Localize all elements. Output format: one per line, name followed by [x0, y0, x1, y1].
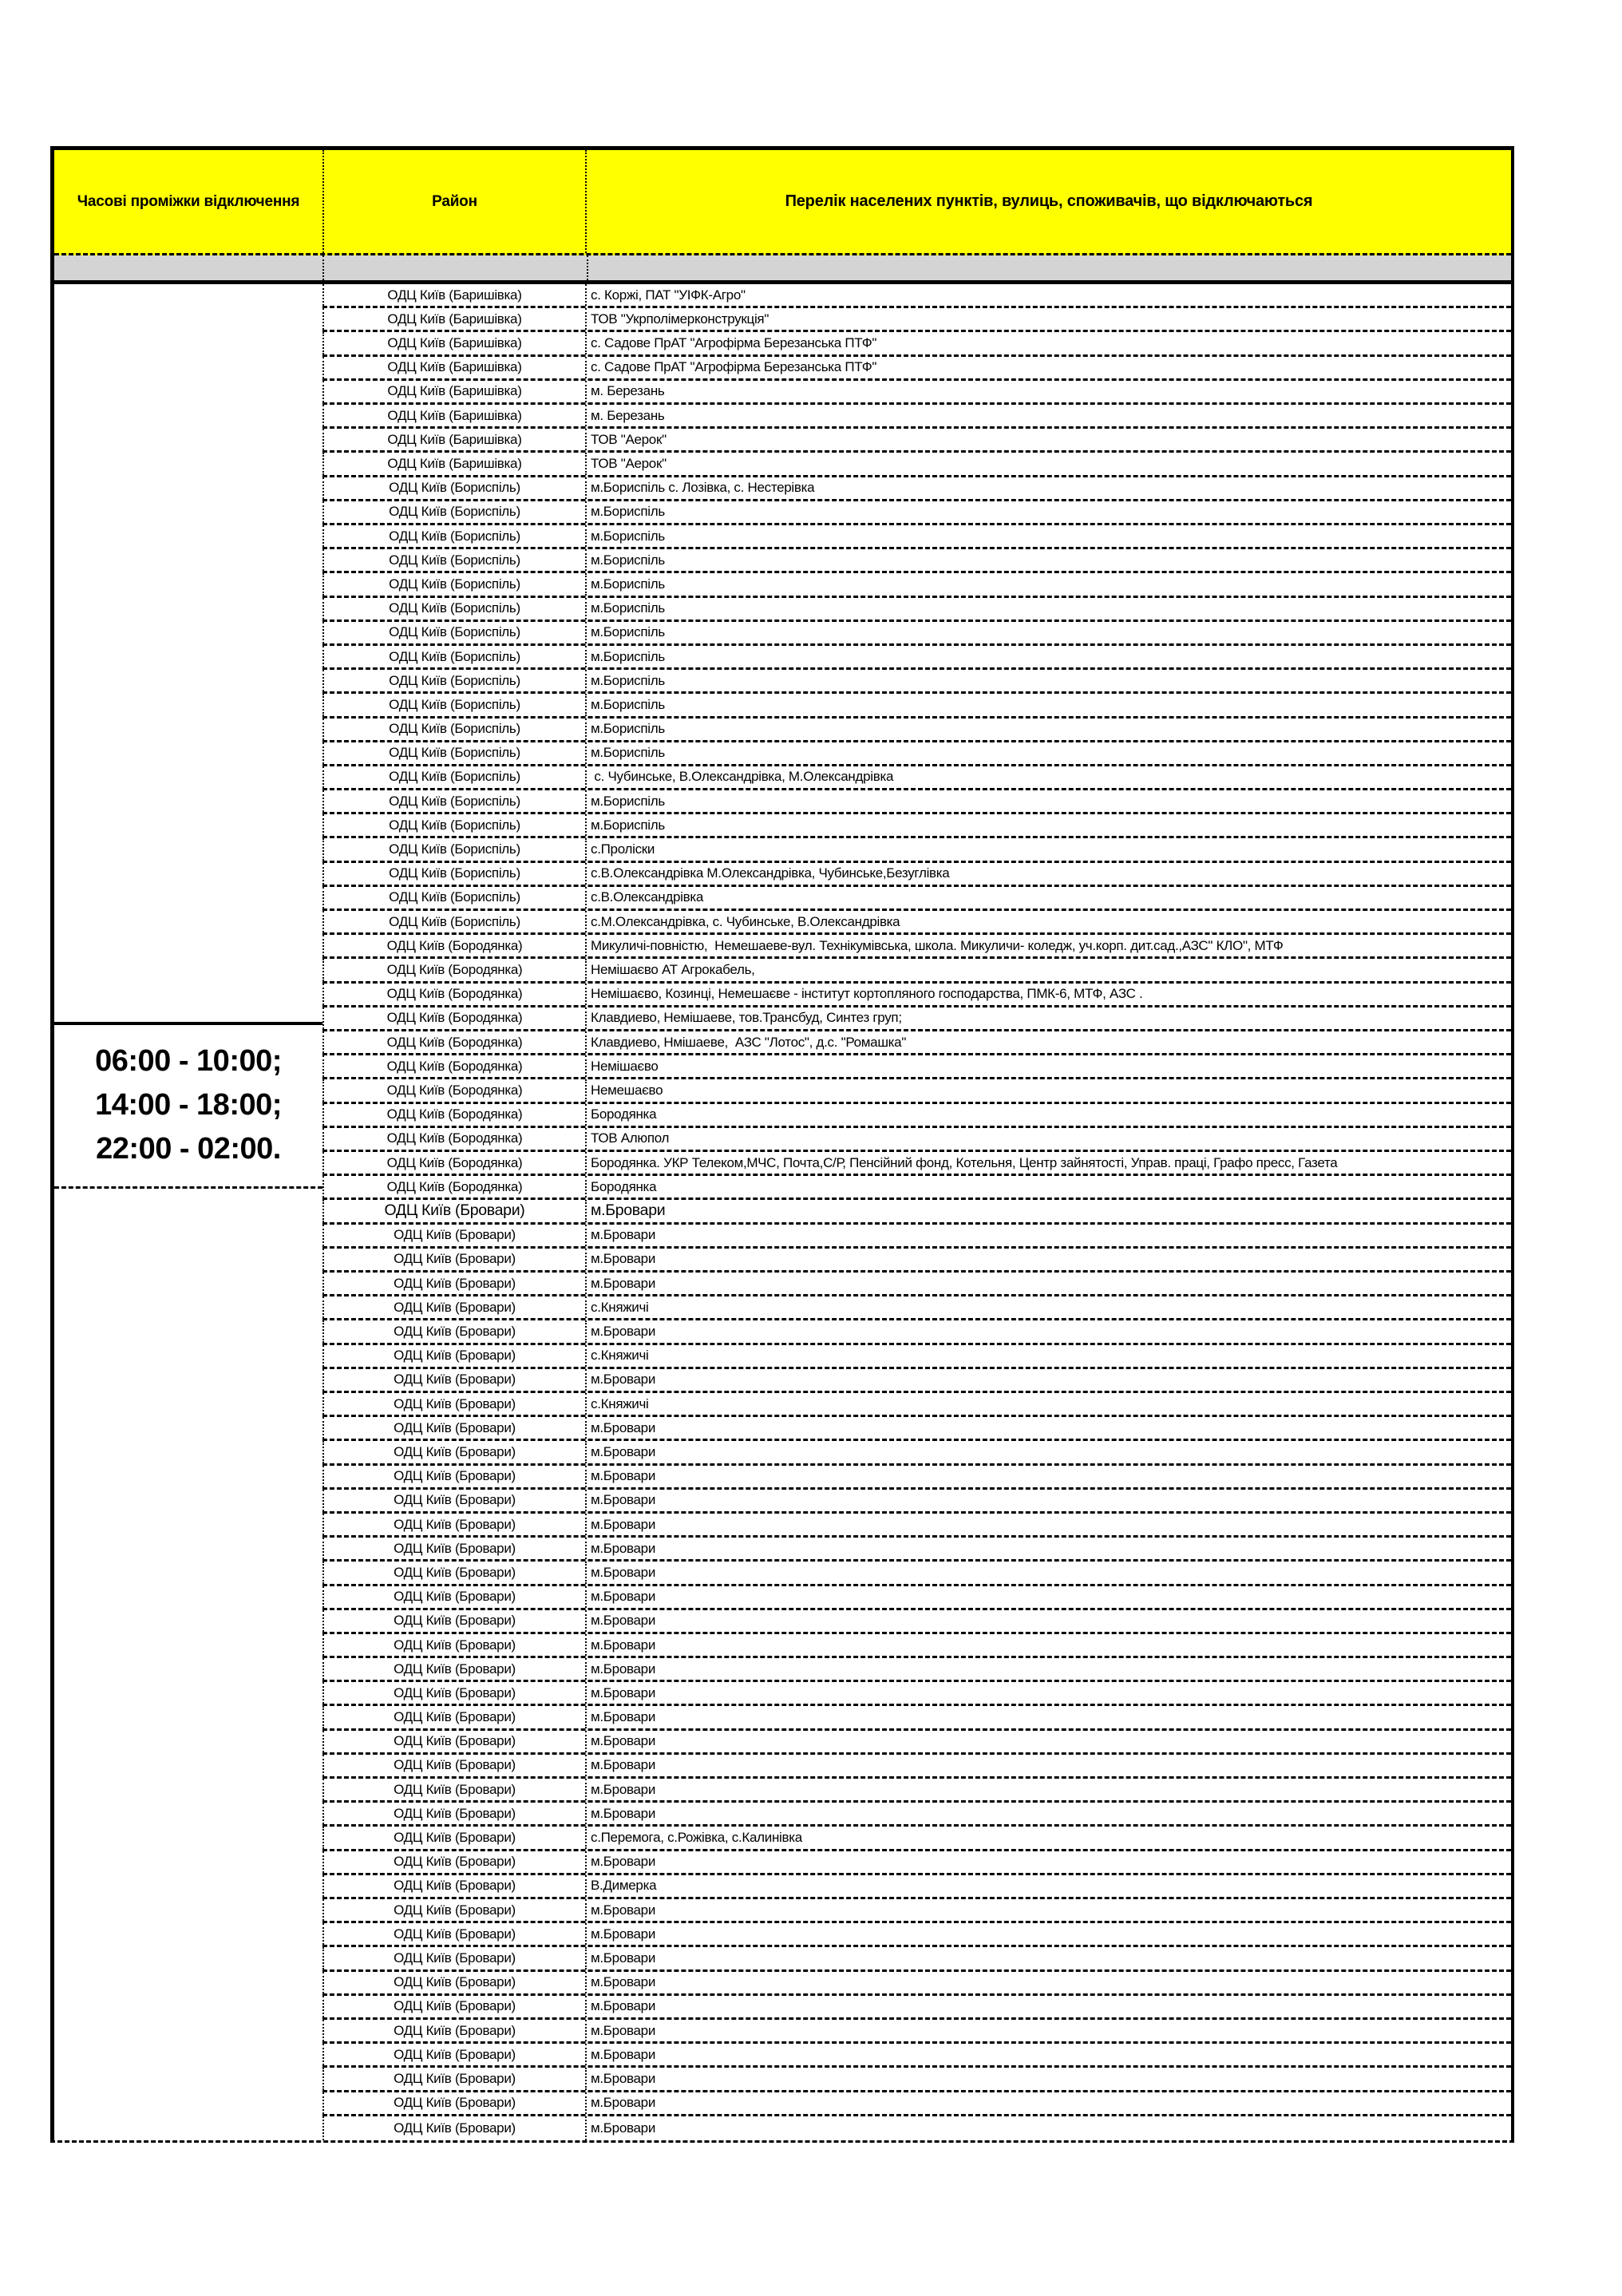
district-cell: ОДЦ Київ (Бородянка): [322, 1031, 585, 1053]
places-cell: м.Бровари: [585, 1514, 1511, 1535]
places-cell: Немішаєво, Козинці, Немешаєве - інститут кортопляного господарства, ПМК-6, МТФ, АЗС .: [585, 984, 1511, 1005]
table-row: [322, 1996, 1511, 2020]
district-cell: ОДЦ Київ (Бровари): [322, 1345, 585, 1367]
district-cell: ОДЦ Київ (Бориспіль): [322, 814, 585, 836]
district-cell: ОДЦ Київ (Бородянка): [322, 1055, 585, 1077]
table-row: [322, 381, 1511, 405]
table-row: [322, 2068, 1511, 2092]
district-cell: ОДЦ Київ (Бровари): [322, 1779, 585, 1800]
places-cell: м.Бровари: [585, 1923, 1511, 1945]
district-cell: ОДЦ Київ (Бровари): [322, 1296, 585, 1318]
district-cell: ОДЦ Київ (Бориспіль): [322, 694, 585, 715]
district-cell: ОДЦ Київ (Бровари): [322, 2116, 585, 2140]
district-cell: ОДЦ Київ (Бориспіль): [322, 598, 585, 620]
places-cell: с. Коржі, ПАТ "УІФК-Агро": [585, 284, 1511, 306]
rows: [322, 284, 1511, 2140]
table-row: [322, 1249, 1511, 1273]
table-row: [322, 622, 1511, 646]
table-row: [322, 1273, 1511, 1296]
places-cell: м.Бровари: [585, 1562, 1511, 1583]
places-cell: м.Бориспіль: [585, 646, 1511, 667]
table-row: [322, 718, 1511, 742]
district-cell: ОДЦ Київ (Баришівка): [322, 284, 585, 306]
time-column: [54, 284, 322, 2140]
places-cell: Бородянка: [585, 1104, 1511, 1126]
table-row: [322, 2116, 1511, 2140]
district-cell: ОДЦ Київ (Бровари): [322, 1562, 585, 1583]
places-cell: м.Бровари: [585, 1320, 1511, 1342]
table-row: [322, 284, 1511, 308]
places-cell: м.Бориспіль: [585, 501, 1511, 523]
district-cell: ОДЦ Київ (Бориспіль): [322, 549, 585, 571]
places-cell: с. Чубинське, В.Олександрівка, М.Олександрівка: [585, 766, 1511, 788]
table-row: [322, 308, 1511, 332]
district-cell: ОДЦ Київ (Бориспіль): [322, 742, 585, 764]
places-cell: Немішаєво АТ Агрокабель,: [585, 959, 1511, 980]
district-cell: ОДЦ Київ (Бородянка): [322, 1152, 585, 1174]
district-cell: ОДЦ Київ (Бровари): [322, 1803, 585, 1824]
places-cell: м.Бровари: [585, 2116, 1511, 2140]
district-cell: ОДЦ Київ (Бориспіль): [322, 573, 585, 595]
places-cell: В.Димерка: [585, 1875, 1511, 1897]
time-interval-line: 14:00 - 18:00;: [95, 1088, 282, 1122]
places-cell: м.Бровари: [585, 1490, 1511, 1511]
district-cell: ОДЦ Київ (Бровари): [322, 1441, 585, 1463]
district-cell: ОДЦ Київ (Бровари): [322, 1514, 585, 1535]
places-cell: Клавдиево, Нмішаеве, АЗС "Лотос", д.с. "Ромашка": [585, 1031, 1511, 1053]
district-cell: ОДЦ Київ (Бровари): [322, 1658, 585, 1680]
time-cell-empty-bottom: [54, 1189, 322, 2140]
district-cell: ОДЦ Київ (Бородянка): [322, 935, 585, 956]
district-cell: ОДЦ Київ (Бровари): [322, 1586, 585, 1608]
district-cell: ОДЦ Київ (Бородянка): [322, 1079, 585, 1101]
places-cell: м.Бровари: [585, 1803, 1511, 1824]
district-cell: ОДЦ Київ (Бориспіль): [322, 501, 585, 523]
places-cell: м.Бровари: [585, 1369, 1511, 1391]
time-interval-line: 06:00 - 10:00;: [95, 1044, 282, 1079]
district-cell: ОДЦ Київ (Бориспіль): [322, 911, 585, 932]
table-row: [322, 1827, 1511, 1851]
places-cell: м.Бориспіль: [585, 670, 1511, 691]
district-cell: ОДЦ Київ (Баришівка): [322, 381, 585, 402]
table-row: [322, 1586, 1511, 1610]
district-cell: ОДЦ Київ (Бровари): [322, 1417, 585, 1439]
places-cell: м.Бровари: [585, 2044, 1511, 2065]
places-cell: м.Бровари: [585, 1249, 1511, 1270]
table-row: [322, 1441, 1511, 1465]
district-cell: ОДЦ Київ (Баришівка): [322, 357, 585, 378]
places-cell: ТОВ "Аерок": [585, 453, 1511, 474]
table-row: [322, 1393, 1511, 1417]
district-cell: ОДЦ Київ (Бровари): [322, 1923, 585, 1945]
district-cell: ОДЦ Київ (Бровари): [322, 1393, 585, 1415]
places-cell: с.Княжичі: [585, 1393, 1511, 1415]
places-cell: м.Бориспіль: [585, 742, 1511, 764]
district-cell: ОДЦ Київ (Баришівка): [322, 308, 585, 330]
table-row: [322, 1152, 1511, 1176]
district-cell: ОДЦ Київ (Баришівка): [322, 332, 585, 354]
table-row: [322, 1345, 1511, 1369]
district-cell: ОДЦ Київ (Бровари): [322, 2068, 585, 2089]
spacer-cell-places: [587, 255, 1511, 280]
district-cell: ОДЦ Київ (Бровари): [322, 1200, 585, 1221]
table-row: [322, 573, 1511, 597]
places-cell: м. Березань: [585, 405, 1511, 426]
table-row: [322, 1755, 1511, 1779]
table-row: [322, 1466, 1511, 1490]
district-cell: ОДЦ Київ (Бровари): [322, 1755, 585, 1776]
table-row: [322, 1923, 1511, 1947]
places-cell: Микуличі-повністю, Немешаеве-вул. Технікумівська, школа. Микуличи- коледж, уч.корп. дит.сад.,АЗС" КЛО", МТФ: [585, 935, 1511, 956]
district-cell: ОДЦ Київ (Бориспіль): [322, 646, 585, 667]
places-cell: м.Бровари: [585, 1899, 1511, 1921]
district-cell: ОДЦ Київ (Бровари): [322, 1466, 585, 1487]
col-header-places: Перелік населених пунктів, вулиць, споживачів, що відключаються: [585, 150, 1511, 253]
places-cell: м.Бровари: [585, 1200, 1511, 1221]
places-cell: м.Бровари: [585, 1851, 1511, 1873]
district-cell: ОДЦ Київ (Бородянка): [322, 984, 585, 1005]
district-cell: ОДЦ Київ (Бородянка): [322, 1128, 585, 1150]
table-row: [322, 1369, 1511, 1393]
places-cell: м.Бровари: [585, 1538, 1511, 1559]
table-row: [322, 1296, 1511, 1320]
table-row: [322, 1634, 1511, 1658]
district-cell: ОДЦ Київ (Бориспіль): [322, 525, 585, 547]
district-cell: ОДЦ Київ (Бориспіль): [322, 863, 585, 885]
places-cell: с. Садове ПрАТ "Агрофірма Березанська ПТФ": [585, 332, 1511, 354]
district-cell: ОДЦ Київ (Бровари): [322, 1827, 585, 1848]
places-cell: м.Бровари: [585, 1610, 1511, 1632]
outage-schedule-table: [50, 146, 1514, 2143]
table-row: [322, 501, 1511, 525]
district-cell: ОДЦ Київ (Баришівка): [322, 453, 585, 474]
places-cell: м.Бориспіль: [585, 790, 1511, 812]
district-cell: ОДЦ Київ (Бориспіль): [322, 622, 585, 643]
places-cell: м.Бровари: [585, 1634, 1511, 1656]
places-cell: Немішаєво: [585, 1055, 1511, 1077]
col-header-time: Часові проміжки відключення: [77, 192, 300, 210]
places-cell: Бородянка. УКР Телеком,МЧС, Почта,С/Р, Пенсійний фонд, Котельня, Центр зайнятості, Управ. праці, Графо пресс, Газета: [585, 1152, 1511, 1174]
places-cell: м.Бровари: [585, 1225, 1511, 1246]
places-cell: м.Бровари: [585, 1779, 1511, 1800]
places-cell: с.В.Олександрівка М.Олександрівка, Чубинське,Безуглівка: [585, 863, 1511, 885]
district-cell: ОДЦ Київ (Бориспіль): [322, 718, 585, 740]
table-row: [322, 984, 1511, 1007]
table-row: [322, 332, 1511, 356]
places-cell: м.Бровари: [585, 1441, 1511, 1463]
table-row: [322, 357, 1511, 381]
district-cell: ОДЦ Київ (Бориспіль): [322, 887, 585, 909]
district-cell: ОДЦ Київ (Бровари): [322, 1490, 585, 1511]
district-cell: ОДЦ Київ (Бровари): [322, 1634, 585, 1656]
district-cell: ОДЦ Київ (Бровари): [322, 2020, 585, 2041]
time-interval-line: 22:00 - 02:00.: [96, 1132, 281, 1166]
places-cell: м.Бровари: [585, 1706, 1511, 1728]
places-cell: Бородянка: [585, 1176, 1511, 1197]
places-cell: с.М.Олександрівка, с. Чубинське, В.Олександрівка: [585, 911, 1511, 932]
places-cell: м.Бориспіль: [585, 718, 1511, 740]
district-cell: ОДЦ Київ (Бориспіль): [322, 766, 585, 788]
table-row: [322, 1176, 1511, 1200]
places-cell: Клавдиево, Немішаеве, тов.Трансбуд, Синтез груп;: [585, 1007, 1511, 1029]
district-cell: ОДЦ Київ (Бородянка): [322, 1007, 585, 1029]
table-row: [322, 1731, 1511, 1755]
table-row: [322, 525, 1511, 549]
table-row: [322, 1947, 1511, 1971]
places-cell: с.Перемога, с.Рожівка, с.Калинівка: [585, 1827, 1511, 1848]
places-cell: м.Бровари: [585, 1755, 1511, 1776]
table-row: [322, 1610, 1511, 1634]
table-row: [322, 766, 1511, 790]
places-cell: м.Бровари: [585, 1466, 1511, 1487]
table-body: [54, 284, 1511, 2140]
district-cell: ОДЦ Київ (Бровари): [322, 1731, 585, 1752]
table-row: [322, 1658, 1511, 1682]
table-row: [322, 2092, 1511, 2116]
places-cell: с.В.Олександрівка: [585, 887, 1511, 909]
places-cell: м.Бровари: [585, 2020, 1511, 2041]
table-row: [322, 1972, 1511, 1996]
table-row: [322, 814, 1511, 838]
places-cell: м.Бровари: [585, 1996, 1511, 2017]
places-cell: м. Березань: [585, 381, 1511, 402]
spacer-cell-district: [322, 255, 587, 280]
table-row: [322, 1417, 1511, 1441]
district-cell: ОДЦ Київ (Бориспіль): [322, 838, 585, 860]
table-row: [322, 1875, 1511, 1899]
table-row: [322, 646, 1511, 670]
table-row: [322, 694, 1511, 718]
time-cell-empty-top: [54, 284, 322, 1022]
table-row: [322, 959, 1511, 983]
table-row: [322, 2044, 1511, 2068]
district-cell: ОДЦ Київ (Бровари): [322, 1875, 585, 1897]
table-row: [322, 670, 1511, 694]
places-cell: с.Княжичі: [585, 1296, 1511, 1318]
district-cell: ОДЦ Київ (Бровари): [322, 1947, 585, 1969]
district-cell: ОДЦ Київ (Баришівка): [322, 405, 585, 426]
district-cell: ОДЦ Київ (Бровари): [322, 1225, 585, 1246]
places-cell: ТОВ Алюпол: [585, 1128, 1511, 1150]
places-cell: м.Бориспіль: [585, 622, 1511, 643]
places-cell: м.Бровари: [585, 1586, 1511, 1608]
places-cell: м.Бровари: [585, 1682, 1511, 1704]
spacer-cell-time: [54, 255, 322, 280]
places-cell: с. Садове ПрАТ "Агрофірма Березанська ПТФ": [585, 357, 1511, 378]
table-row: [322, 1055, 1511, 1079]
places-cell: с.Проліски: [585, 838, 1511, 860]
time-intervals: [54, 1022, 322, 1189]
table-row: [322, 1682, 1511, 1706]
district-cell: ОДЦ Київ (Бровари): [322, 1682, 585, 1704]
table-row: [322, 1031, 1511, 1055]
district-cell: ОДЦ Київ (Баришівка): [322, 429, 585, 450]
table-header-row: [54, 150, 1511, 255]
district-cell: ОДЦ Київ (Бровари): [322, 1320, 585, 1342]
table-row: [322, 1104, 1511, 1128]
table-row: [322, 598, 1511, 622]
district-cell: ОДЦ Київ (Бровари): [322, 1273, 585, 1294]
district-cell: ОДЦ Київ (Бровари): [322, 2092, 585, 2114]
places-cell: с.Княжичі: [585, 1345, 1511, 1367]
district-cell: ОДЦ Київ (Бровари): [322, 1249, 585, 1270]
places-cell: м.Бровари: [585, 1658, 1511, 1680]
col-header-district: Район: [322, 150, 585, 253]
table-row: [322, 549, 1511, 573]
district-cell: ОДЦ Київ (Бровари): [322, 1538, 585, 1559]
places-cell: м.Бориспіль: [585, 573, 1511, 595]
places-cell: м.Бориспіль: [585, 525, 1511, 547]
district-cell: ОДЦ Київ (Бровари): [322, 1369, 585, 1391]
table-row: [322, 1803, 1511, 1827]
district-cell: ОДЦ Київ (Бровари): [322, 1972, 585, 1993]
district-cell: ОДЦ Київ (Бровари): [322, 2044, 585, 2065]
table-row: [322, 1320, 1511, 1344]
table-row: [322, 405, 1511, 429]
table-row: [322, 887, 1511, 911]
places-cell: м.Бровари: [585, 2068, 1511, 2089]
table-row: [322, 429, 1511, 453]
table-row: [322, 477, 1511, 501]
district-cell: ОДЦ Київ (Бровари): [322, 1996, 585, 2017]
places-cell: м.Бориспіль с. Лозівка, с. Нестерівка: [585, 477, 1511, 499]
table-row: [322, 1079, 1511, 1103]
district-cell: ОДЦ Київ (Бориспіль): [322, 790, 585, 812]
places-cell: м.Бориспіль: [585, 549, 1511, 571]
district-cell: ОДЦ Київ (Бровари): [322, 1610, 585, 1632]
places-cell: м.Бровари: [585, 1972, 1511, 1993]
district-cell: ОДЦ Київ (Бориспіль): [322, 477, 585, 499]
table-row: [322, 1851, 1511, 1875]
district-cell: ОДЦ Київ (Бровари): [322, 1899, 585, 1921]
places-cell: ТОВ "Аерок": [585, 429, 1511, 450]
places-cell: м.Бровари: [585, 1273, 1511, 1294]
table-row: [322, 742, 1511, 766]
table-row: [322, 1899, 1511, 1923]
places-cell: м.Бровари: [585, 1417, 1511, 1439]
table-row: [322, 1538, 1511, 1562]
places-cell: м.Бровари: [585, 2092, 1511, 2114]
places-cell: м.Бориспіль: [585, 694, 1511, 715]
table-row: [322, 1562, 1511, 1585]
table-row: [322, 1200, 1511, 1224]
table-row: [322, 790, 1511, 814]
spacer-row: [54, 255, 1511, 284]
table-row: [322, 1007, 1511, 1031]
district-cell: ОДЦ Київ (Бориспіль): [322, 670, 585, 691]
places-cell: м.Бориспіль: [585, 598, 1511, 620]
district-cell: ОДЦ Київ (Бровари): [322, 1851, 585, 1873]
table-row: [322, 1514, 1511, 1538]
district-cell: ОДЦ Київ (Бровари): [322, 1706, 585, 1728]
table-row: [322, 935, 1511, 959]
table-row: [322, 1706, 1511, 1730]
table-row: [322, 453, 1511, 477]
places-cell: ТОВ "Укрполімерконструкція": [585, 308, 1511, 330]
places-cell: м.Бориспіль: [585, 814, 1511, 836]
table-row: [322, 863, 1511, 887]
places-cell: м.Бровари: [585, 1947, 1511, 1969]
district-cell: ОДЦ Київ (Бородянка): [322, 1104, 585, 1126]
table-row: [322, 1225, 1511, 1249]
places-cell: м.Бровари: [585, 1731, 1511, 1752]
district-cell: ОДЦ Київ (Бородянка): [322, 1176, 585, 1197]
table-row: [322, 838, 1511, 862]
table-row: [322, 2020, 1511, 2044]
places-cell: Немешаєво: [585, 1079, 1511, 1101]
table-row: [322, 1779, 1511, 1803]
table-row: [322, 1490, 1511, 1514]
district-cell: ОДЦ Київ (Бородянка): [322, 959, 585, 980]
table-row: [322, 1128, 1511, 1152]
table-row: [322, 911, 1511, 935]
